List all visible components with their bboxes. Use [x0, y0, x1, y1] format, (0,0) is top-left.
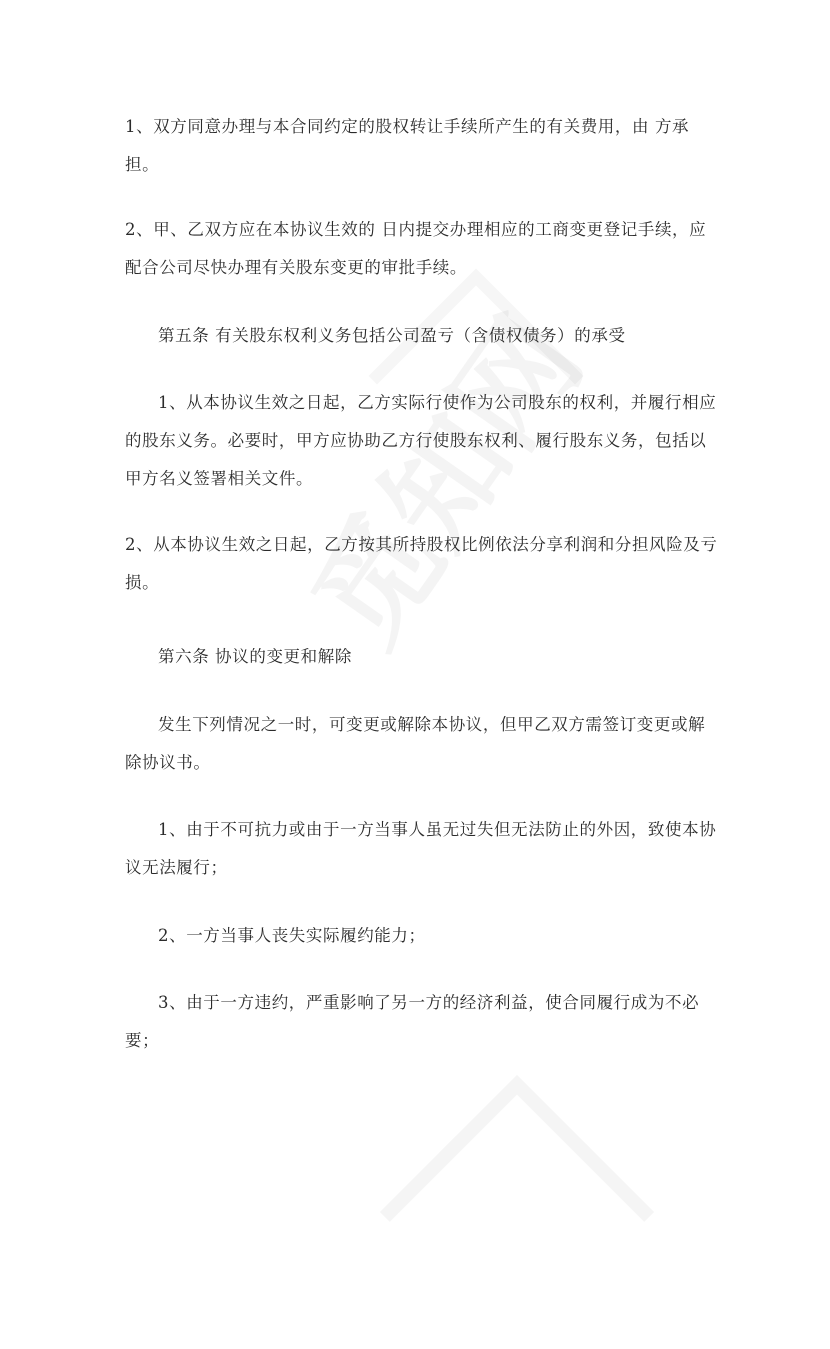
text-line: 1、从本协议生效之日起，乙方实际行使作为公司股东的权利，并履行相应 [158, 393, 717, 412]
text-line: 2、甲、乙双方应在本协议生效的 日内提交办理相应的工商变更登记手续，应 [125, 220, 707, 239]
article-heading: 第六条 协议的变更和解除 [158, 647, 352, 666]
text-line: 2、从本协议生效之日起，乙方按其所持股权比例依法分享利润和分担风险及亏 [125, 535, 718, 554]
text-line: 配合公司尽快办理有关股东变更的审批手续。 [125, 258, 467, 277]
text-line: 损。 [125, 573, 160, 592]
article-heading: 第五条 有关股东权利义务包括公司盈亏（含债权债务）的承受 [158, 326, 626, 345]
text-line: 甲方名义签署相关文件。 [125, 469, 314, 488]
watermark-logo-icon [380, 1075, 654, 1349]
text-line: 1、由于不可抗力或由于一方当事人虽无过失但无法防止的外因，致使本协 [158, 820, 717, 839]
text-line: 发生下列情况之一时，可变更或解除本协议，但甲乙双方需签订变更或解 [158, 715, 706, 734]
text-line: 担。 [125, 155, 160, 174]
text-line: 除协议书。 [125, 753, 211, 772]
text-line: 2、一方当事人丧失实际履约能力； [158, 926, 426, 945]
text-line: 议无法履行； [125, 858, 228, 877]
text-line: 1、双方同意办理与本合同约定的股权转让手续所产生的有关费用，由 方承 [125, 117, 690, 136]
text-line: 3、由于一方违约，严重影响了另一方的经济利益，使合同履行成为不必 [158, 993, 700, 1012]
text-line: 的股东义务。必要时，甲方应协助乙方行使股东权利、履行股东义务，包括以 [125, 431, 707, 450]
text-line: 要； [125, 1031, 160, 1050]
